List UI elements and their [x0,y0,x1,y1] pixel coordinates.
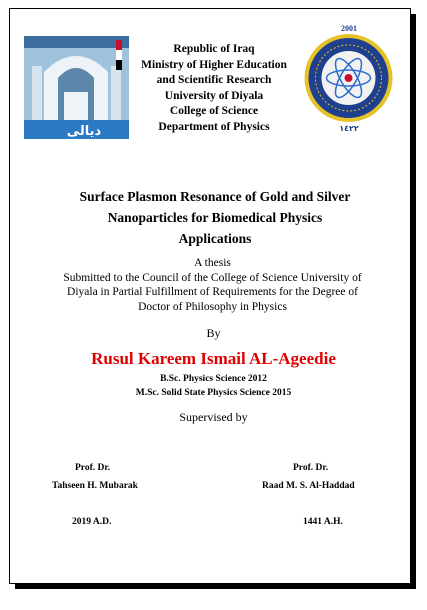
by-label: By [206,326,221,340]
thesis-statement [20,256,405,314]
college-of-science-seal-logo [302,22,395,134]
date-ah: 1441 A.H. [303,517,343,527]
degree-msc: M.Sc. Solid State Physics Science 2015 [135,387,292,398]
author-degrees [0,373,427,400]
title-line-3: Applications [178,231,252,246]
page-shadow-right [411,14,416,589]
degree-bsc: B.Sc. Physics Science 2012 [160,374,267,384]
seal-year-top: 2001 [341,24,357,33]
supervisor-1-title: Prof. Dr. [75,463,111,473]
supervisor-1-name: Tahseen H. Mubarak [52,481,138,491]
title-line-2: Nanoparticles for Biomedical Physics [107,210,323,225]
header-ministry: Ministry of Higher Education [141,58,287,71]
logo-arabic-text: ديالى [66,124,102,139]
thesis-line-2: Diyala in Partial Fulfillment of Requirements for the Degree of [67,286,358,298]
supervisor-2-name: Raad M. S. Al-Haddad [262,481,355,491]
author-name: Rusul Kareem Ismail AL-Ageedie [91,349,336,368]
header-ministry-cont: and Scientific Research [156,74,272,87]
supervised-by-label: Supervised by [179,410,248,424]
header-country: Republic of Iraq [173,43,255,55]
thesis-line-1: Submitted to the Council of the College of Science University of [63,271,362,284]
thesis-line-3: Doctor of Philosophy in Physics [138,300,287,313]
page-shadow-bottom [15,584,416,589]
header-college: College of Science [169,105,259,118]
supervisor-2-title: Prof. Dr. [293,463,329,473]
header-university: University of Diyala [164,89,264,102]
title-line-1: Surface Plasmon Resonance of Gold and Silver [79,189,351,204]
header-department: Department of Physics [158,120,270,133]
seal-year-bottom: ١٤٢٢ [339,124,359,133]
date-ad: 2019 A.D. [72,517,112,527]
university-of-diyala-logo [24,36,129,139]
institution-header [134,42,294,136]
thesis-heading: A thesis [194,257,231,269]
thesis-title [40,186,390,249]
